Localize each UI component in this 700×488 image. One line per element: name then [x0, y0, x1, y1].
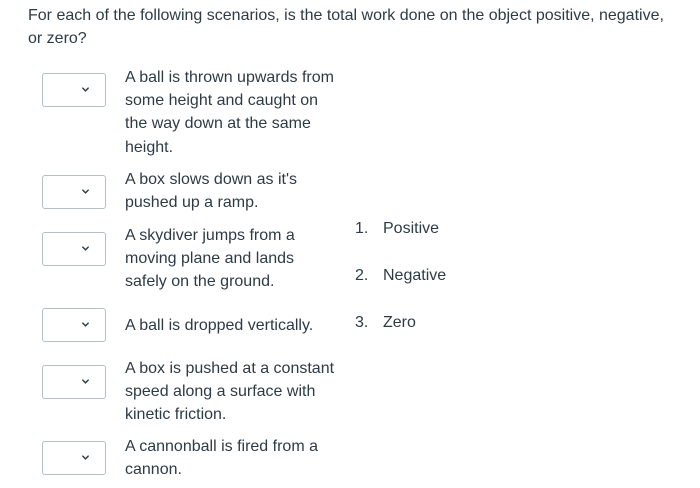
- chevron-down-icon: [81, 320, 90, 329]
- scenario-row: [0, 357, 340, 424]
- answer-option-negative: [355, 265, 446, 287]
- chevron-down-icon: [81, 187, 90, 196]
- answer-dropdown[interactable]: [42, 73, 106, 107]
- answer-dropdown[interactable]: [42, 308, 106, 342]
- answer-label: Positive: [383, 220, 440, 237]
- answer-option-zero: [355, 312, 416, 334]
- scenario-row: [0, 435, 340, 479]
- scenario-text: A box is pushed at a constant speed along a surface with kinetic friction.: [125, 360, 335, 424]
- answer-dropdown[interactable]: [42, 175, 106, 209]
- answer-dropdown[interactable]: [42, 365, 106, 399]
- scenario-row: [0, 168, 340, 212]
- answer-label: Negative: [383, 267, 447, 284]
- answer-label: Zero: [383, 314, 416, 331]
- scenario-text: A cannonball is fired from a cannon.: [125, 438, 318, 479]
- scenario-text: A ball is dropped vertically.: [125, 317, 314, 334]
- answer-dropdown[interactable]: [42, 232, 106, 266]
- scenario-row: [0, 66, 340, 156]
- answer-number: 1.: [355, 220, 369, 237]
- chevron-down-icon: [81, 453, 90, 462]
- chevron-down-icon: [81, 85, 90, 94]
- question-prompt: For each of the following scenarios, is the total work done on the object positive, negative, or zero?: [28, 7, 664, 47]
- scenario-row: [0, 224, 340, 291]
- scenario-text: A ball is thrown upwards from some height and caught on the way down at the same height.: [125, 69, 334, 156]
- chevron-down-icon: [81, 244, 90, 253]
- scenario-text: A skydiver jumps from a moving plane and lands safely on the ground.: [125, 227, 295, 291]
- scenario-text: A box slows down as it's pushed up a ramp.: [125, 171, 298, 212]
- chevron-down-icon: [81, 377, 90, 386]
- scenario-row: [0, 314, 340, 354]
- answer-number: 2.: [355, 267, 369, 284]
- answer-option-positive: [355, 218, 439, 240]
- answer-dropdown[interactable]: [42, 441, 106, 475]
- answer-number: 3.: [355, 314, 369, 331]
